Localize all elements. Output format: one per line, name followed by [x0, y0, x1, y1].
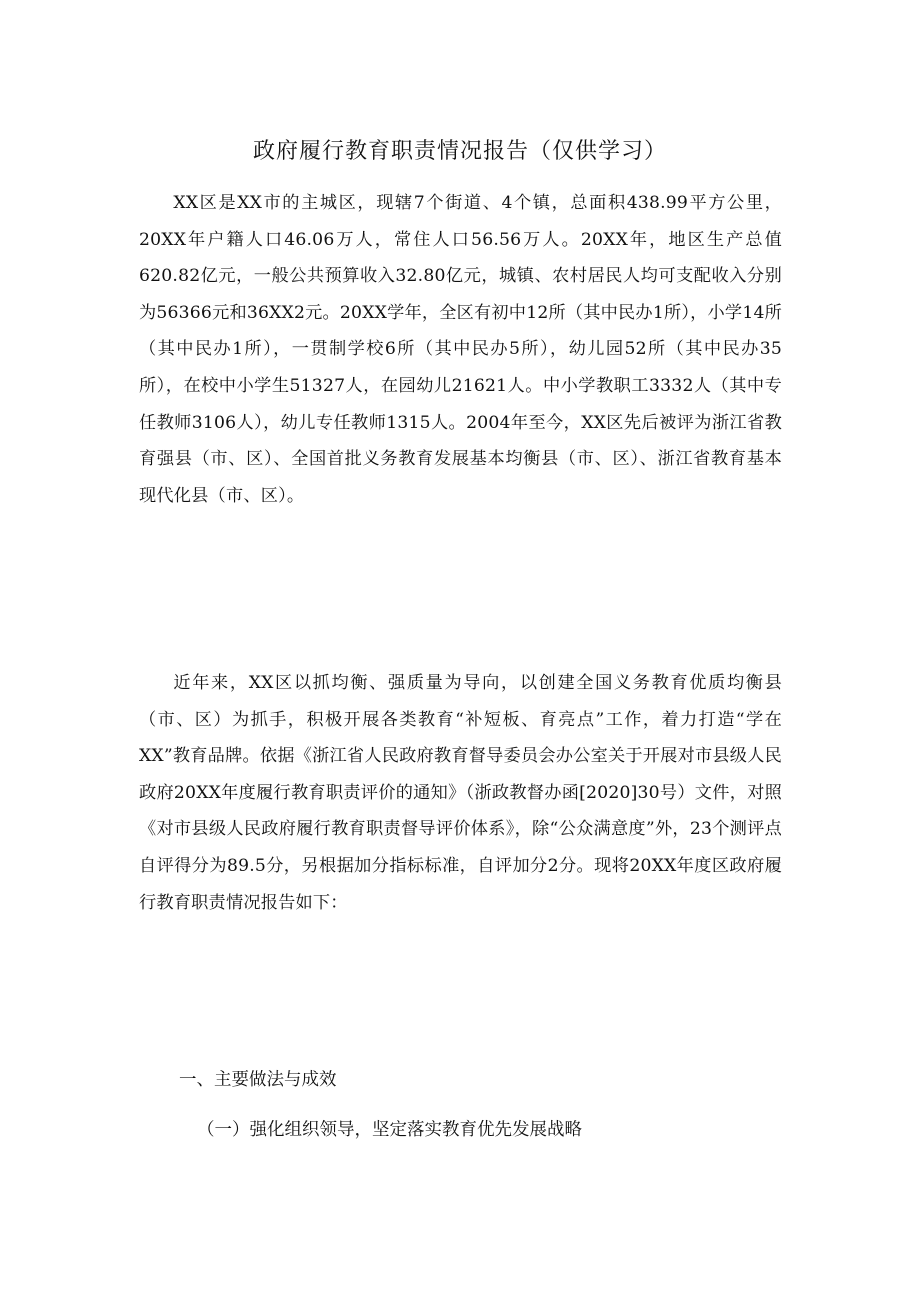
document-title: 政府履行教育职责情况报告（仅供学习） — [252, 139, 667, 164]
section-heading: 一、主要做法与成效 — [179, 1070, 337, 1090]
body-paragraph-2: 近年来，XX区以抓均衡、强质量为导向，以创建全国义务教育优质均衡县（市、区）为抓手，积极开展各类教育“补短板、育亮点”工作，着力打造“学在XX”教育品牌。依据《浙江省人民政府教育督导委员会办公室关于开展对市县级人民政府20XX年度履行教育职责评价的通知》（浙政教督办函[2020]30号）文件，对照《对市县级人民政府履行教育职责督导评价体系》，除“公众满意度”外，23个测评点自评得分为89.5分，另根据加分指标标准，自评加分2分。现将20XX年度区政府履行教育职责情况报告如下： — [139, 673, 782, 913]
subsection-heading: （一）强化组织领导，坚定落实教育优先发展战略 — [197, 1120, 582, 1140]
body-paragraph-1: XX区是XX市的主城区，现辖7个街道、4个镇，总面积438.99平方公里，20XX年户籍人口46.06万人，常住人口56.56万人。20XX年，地区生产总值620.82亿元，一般公共预算收入32.80亿元，城镇、农村居民人均可支配收入分别为56366元和36XX2元。20XX学年，全区有初中12所（其中民办1所），小学14所（其中民办1所），一贯制学校6所（其中民办5所），幼儿园52所（其中民办35所），在校中小学生51327人，在园幼儿21621人。中小学教职工3332人（其中专任教师3106人），幼儿专任教师1315人。2004年至今，XX区先后被评为浙江省教育强县（市、区）、全国首批义务教育发展基本均衡县（市、区）、浙江省教育基本现代化县（市、区）。 — [139, 193, 782, 506]
